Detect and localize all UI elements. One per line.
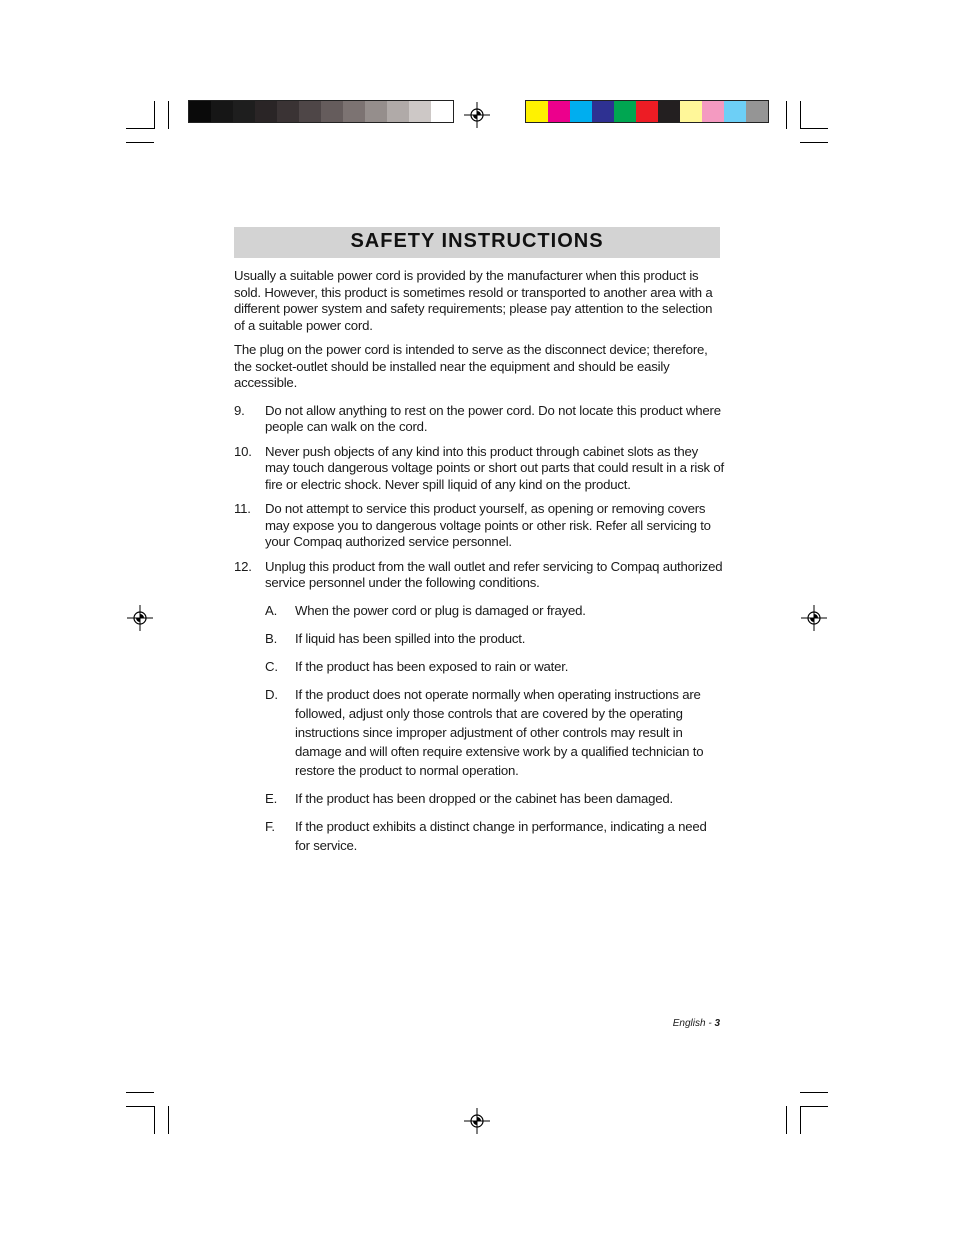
gray-swatch (431, 101, 453, 122)
crop-mark (154, 101, 155, 129)
sub-list-item-text: If liquid has been spilled into the product. (295, 630, 526, 646)
sub-list-item-letter: B. (265, 630, 278, 646)
list-item-text: Never push objects of any kind into this product through cabinet slots as they may touch dangerous voltage points or short out parts that could result in a risk of fire or electric shock. Never spill liquid of any kind on the product. (265, 443, 724, 492)
sub-list-item-letter: E. (265, 790, 278, 806)
list-item-text: Unplug this product from the wall outlet and refer servicing to Compaq authorized service personnel under the following conditions. (265, 558, 723, 590)
color-swatch (746, 101, 768, 122)
safety-instructions-body (234, 268, 724, 864)
sub-list-item (234, 685, 724, 780)
sub-list-item-letter: F. (265, 818, 275, 834)
color-swatch (724, 101, 746, 122)
list-item-text: Do not allow anything to rest on the power cord. Do not locate this product where people can walk on the cord. (265, 402, 721, 434)
crop-mark (126, 1092, 154, 1093)
sub-list-item-letter: A. (265, 602, 278, 618)
crop-mark (800, 1106, 828, 1107)
list-item-number: 12. (234, 558, 252, 574)
color-swatch (636, 101, 658, 122)
gray-swatch (343, 101, 365, 122)
process-color-bar (525, 100, 769, 123)
color-swatch (548, 101, 570, 122)
sub-list-item-text: When the power cord or plug is damaged or frayed. (295, 602, 586, 618)
crop-mark (800, 1092, 828, 1093)
gray-swatch (189, 101, 211, 122)
gray-swatch (321, 101, 343, 122)
registration-mark-icon (464, 1108, 490, 1134)
sub-list-item-text: If the product does not operate normally when operating instructions are followed, adjust only those controls that are covered by the operating instructions since improper adjustment of other controls may result in damage and will often require extensive work by a qualified technician to restore the product to normal operation. (295, 686, 704, 778)
gray-swatch (233, 101, 255, 122)
list-item-text: Do not attempt to service this product yourself, as opening or removing covers may expose you to dangerous voltage points or other risk. Refer all servicing to your Compaq authorized service personnel. (265, 501, 711, 549)
sub-list-item (234, 817, 724, 855)
list-item (234, 403, 724, 436)
crop-mark (154, 1106, 155, 1134)
crop-mark (800, 1106, 801, 1134)
sub-list-item (234, 789, 724, 808)
list-item (234, 444, 724, 494)
section-heading-bar (234, 227, 720, 258)
sub-list-item (234, 657, 724, 676)
crop-mark (786, 101, 787, 129)
crop-mark (126, 142, 154, 143)
registration-mark-icon (801, 605, 827, 631)
grayscale-color-bar (188, 100, 454, 123)
color-swatch (614, 101, 636, 122)
list-item-number: 11. (234, 501, 251, 516)
crop-mark (800, 101, 801, 129)
crop-mark (786, 1106, 787, 1134)
intro-paragraph: The plug on the power cord is intended to serve as the disconnect device; therefore, the socket-outlet should be installed near the equipment and should be easily accessible. (234, 342, 708, 390)
list-item (234, 501, 724, 551)
sub-list-item-letter: C. (265, 658, 278, 674)
color-swatch (680, 101, 702, 122)
crop-mark (168, 1106, 169, 1134)
gray-swatch (365, 101, 387, 122)
sub-list-item (234, 629, 724, 648)
color-swatch (702, 101, 724, 122)
color-swatch (526, 101, 548, 122)
color-swatch (592, 101, 614, 122)
crop-mark (800, 142, 828, 143)
crop-mark (126, 1106, 154, 1107)
gray-swatch (409, 101, 431, 122)
gray-swatch (277, 101, 299, 122)
page-title: SAFETY INSTRUCTIONS (350, 230, 604, 252)
footer-language: English - (672, 1018, 715, 1029)
gray-swatch (299, 101, 321, 122)
crop-mark (800, 128, 828, 129)
list-item (234, 559, 724, 592)
sub-list-item-letter: D. (265, 686, 278, 702)
intro-paragraph: Usually a suitable power cord is provided by the manufacturer when this product is sold. However, this product is sometimes resold or transported to another area with a different power system and safety requirements; please pay attention to the selection of a suitable power cord. (234, 268, 713, 333)
sub-list-item-text: If the product has been dropped or the cabinet has been damaged. (295, 790, 673, 806)
gray-swatch (387, 101, 409, 122)
crop-mark (168, 101, 169, 129)
registration-mark-icon (127, 605, 153, 631)
page-number: 3 (714, 1018, 720, 1029)
sub-list-item (234, 601, 724, 620)
registration-mark-icon (464, 102, 490, 128)
gray-swatch (255, 101, 277, 122)
page-footer (673, 1018, 720, 1029)
list-item-number: 10. (234, 443, 252, 459)
sub-list-item-text: If the product has been exposed to rain or water. (295, 658, 569, 674)
list-item-number: 9. (234, 402, 245, 418)
sub-list-item-text: If the product exhibits a distinct change in performance, indicating a need for service. (295, 818, 707, 853)
crop-mark (126, 128, 154, 129)
color-swatch (658, 101, 680, 122)
gray-swatch (211, 101, 233, 122)
color-swatch (570, 101, 592, 122)
